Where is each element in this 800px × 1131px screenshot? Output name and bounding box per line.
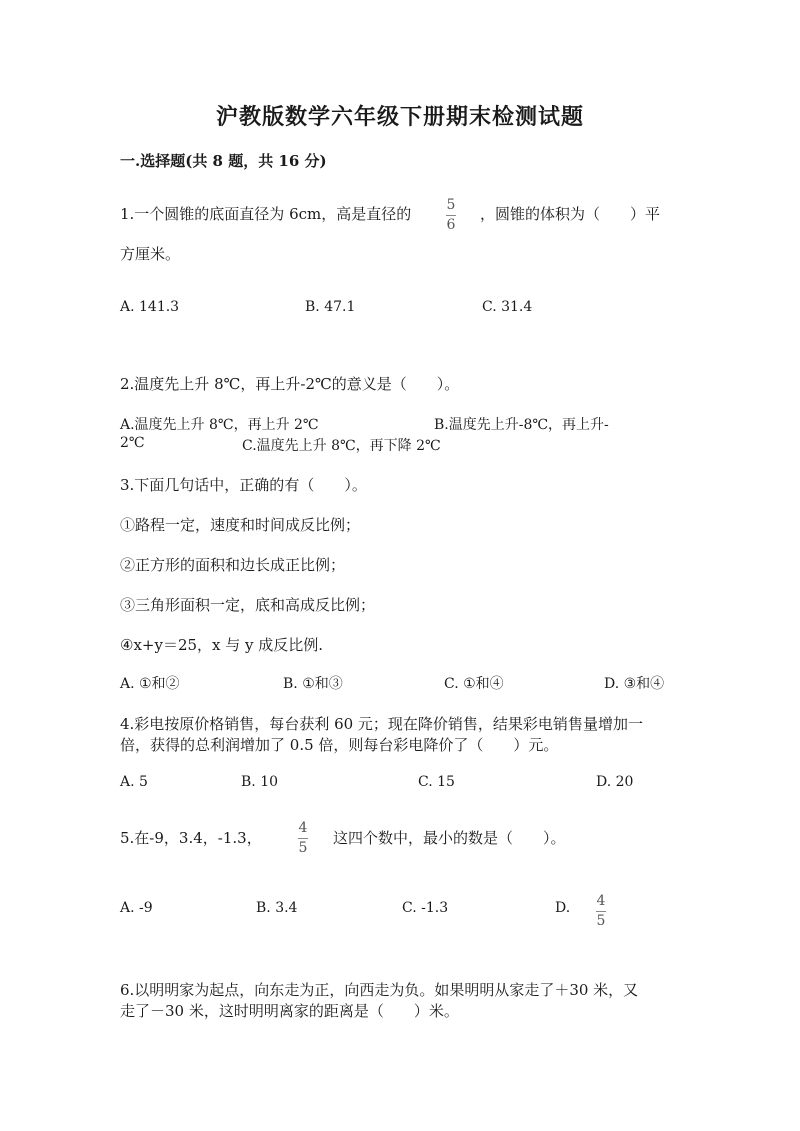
question-text: 1.一个圆锥的底面直径为 6cm，高是直径的 — [120, 205, 412, 223]
fraction-denominator: 6 — [446, 217, 456, 233]
option-c: C.温度先上升 8℃，再下降 2℃ — [242, 438, 441, 454]
fraction-bar — [298, 838, 308, 839]
option-d: D. ③和④ — [604, 676, 665, 692]
fraction — [298, 820, 308, 857]
question-text: 5.在-9，3.4，-1.3， — [120, 829, 262, 847]
option-b: B. 10 — [241, 774, 279, 790]
option-c: C. ①和④ — [444, 676, 504, 692]
page-title: 沪教版数学六年级下册期末检测试题 — [215, 104, 584, 130]
question-text-continued: 走了－30 米，这时明明离家的距离是（ ）米。 — [120, 1002, 459, 1020]
fraction — [446, 197, 456, 234]
statement-3: ③三角形面积一定，底和高成反比例； — [120, 596, 376, 614]
option-c: C. 15 — [418, 774, 455, 790]
option-d: D. — [555, 900, 571, 916]
option-d: D. 20 — [596, 774, 634, 790]
option-a: A. ①和② — [120, 676, 180, 692]
question-text: 3.下面几句话中，正确的有（ ）。 — [120, 476, 367, 494]
fraction-denominator: 5 — [298, 840, 308, 856]
section-heading: 一.选择题(共 8 题，共 16 分) — [120, 152, 327, 170]
question-text: 这四个数中，最小的数是（ ）。 — [333, 829, 566, 847]
fraction-bar — [446, 215, 456, 216]
question-text-continued: 倍，获得的总利润增加了 0.5 倍，则每台彩电降价了（ ）元。 — [120, 736, 559, 754]
fraction — [596, 893, 606, 930]
question-text: ，圆锥的体积为（ ）平 — [480, 205, 661, 223]
option-a: A.温度先上升 8℃，再上升 2℃ — [120, 417, 319, 433]
option-b: B. 47.1 — [305, 299, 356, 315]
option-b: B.温度先上升-8℃，再上升- — [434, 417, 609, 433]
question-text: 2.温度先上升 8℃，再上升-2℃的意义是（ ）。 — [120, 375, 460, 393]
option-a: A. 141.3 — [120, 299, 180, 315]
fraction-numerator: 4 — [596, 893, 606, 909]
option-b: B. 3.4 — [256, 900, 298, 916]
fraction-numerator: 5 — [446, 197, 456, 213]
statement-1: ①路程一定，速度和时间成反比例； — [120, 516, 361, 534]
question-text: 4.彩电按原价格销售，每台获利 60 元；现在降价销售，结果彩电销售量增加一 — [120, 715, 643, 733]
fraction-denominator: 5 — [596, 913, 606, 929]
option-b: B. ①和③ — [283, 676, 343, 692]
option-c: C. -1.3 — [402, 900, 449, 916]
option-a: A. -9 — [120, 900, 153, 916]
statement-2: ②正方形的面积和边长成正比例； — [120, 556, 346, 574]
question-text: 6.以明明家为起点，向东走为正，向西走为负。如果明明从家走了＋30 米，又 — [120, 981, 639, 999]
option-a: A. 5 — [120, 774, 148, 790]
option-b-continued: 2℃ — [120, 435, 145, 451]
statement-4: ④x+y＝25，x 与 y 成反比例. — [120, 636, 324, 654]
option-c: C. 31.4 — [482, 299, 533, 315]
fraction-bar — [596, 911, 606, 912]
fraction-numerator: 4 — [298, 820, 308, 836]
question-text: 方厘米。 — [120, 245, 181, 263]
